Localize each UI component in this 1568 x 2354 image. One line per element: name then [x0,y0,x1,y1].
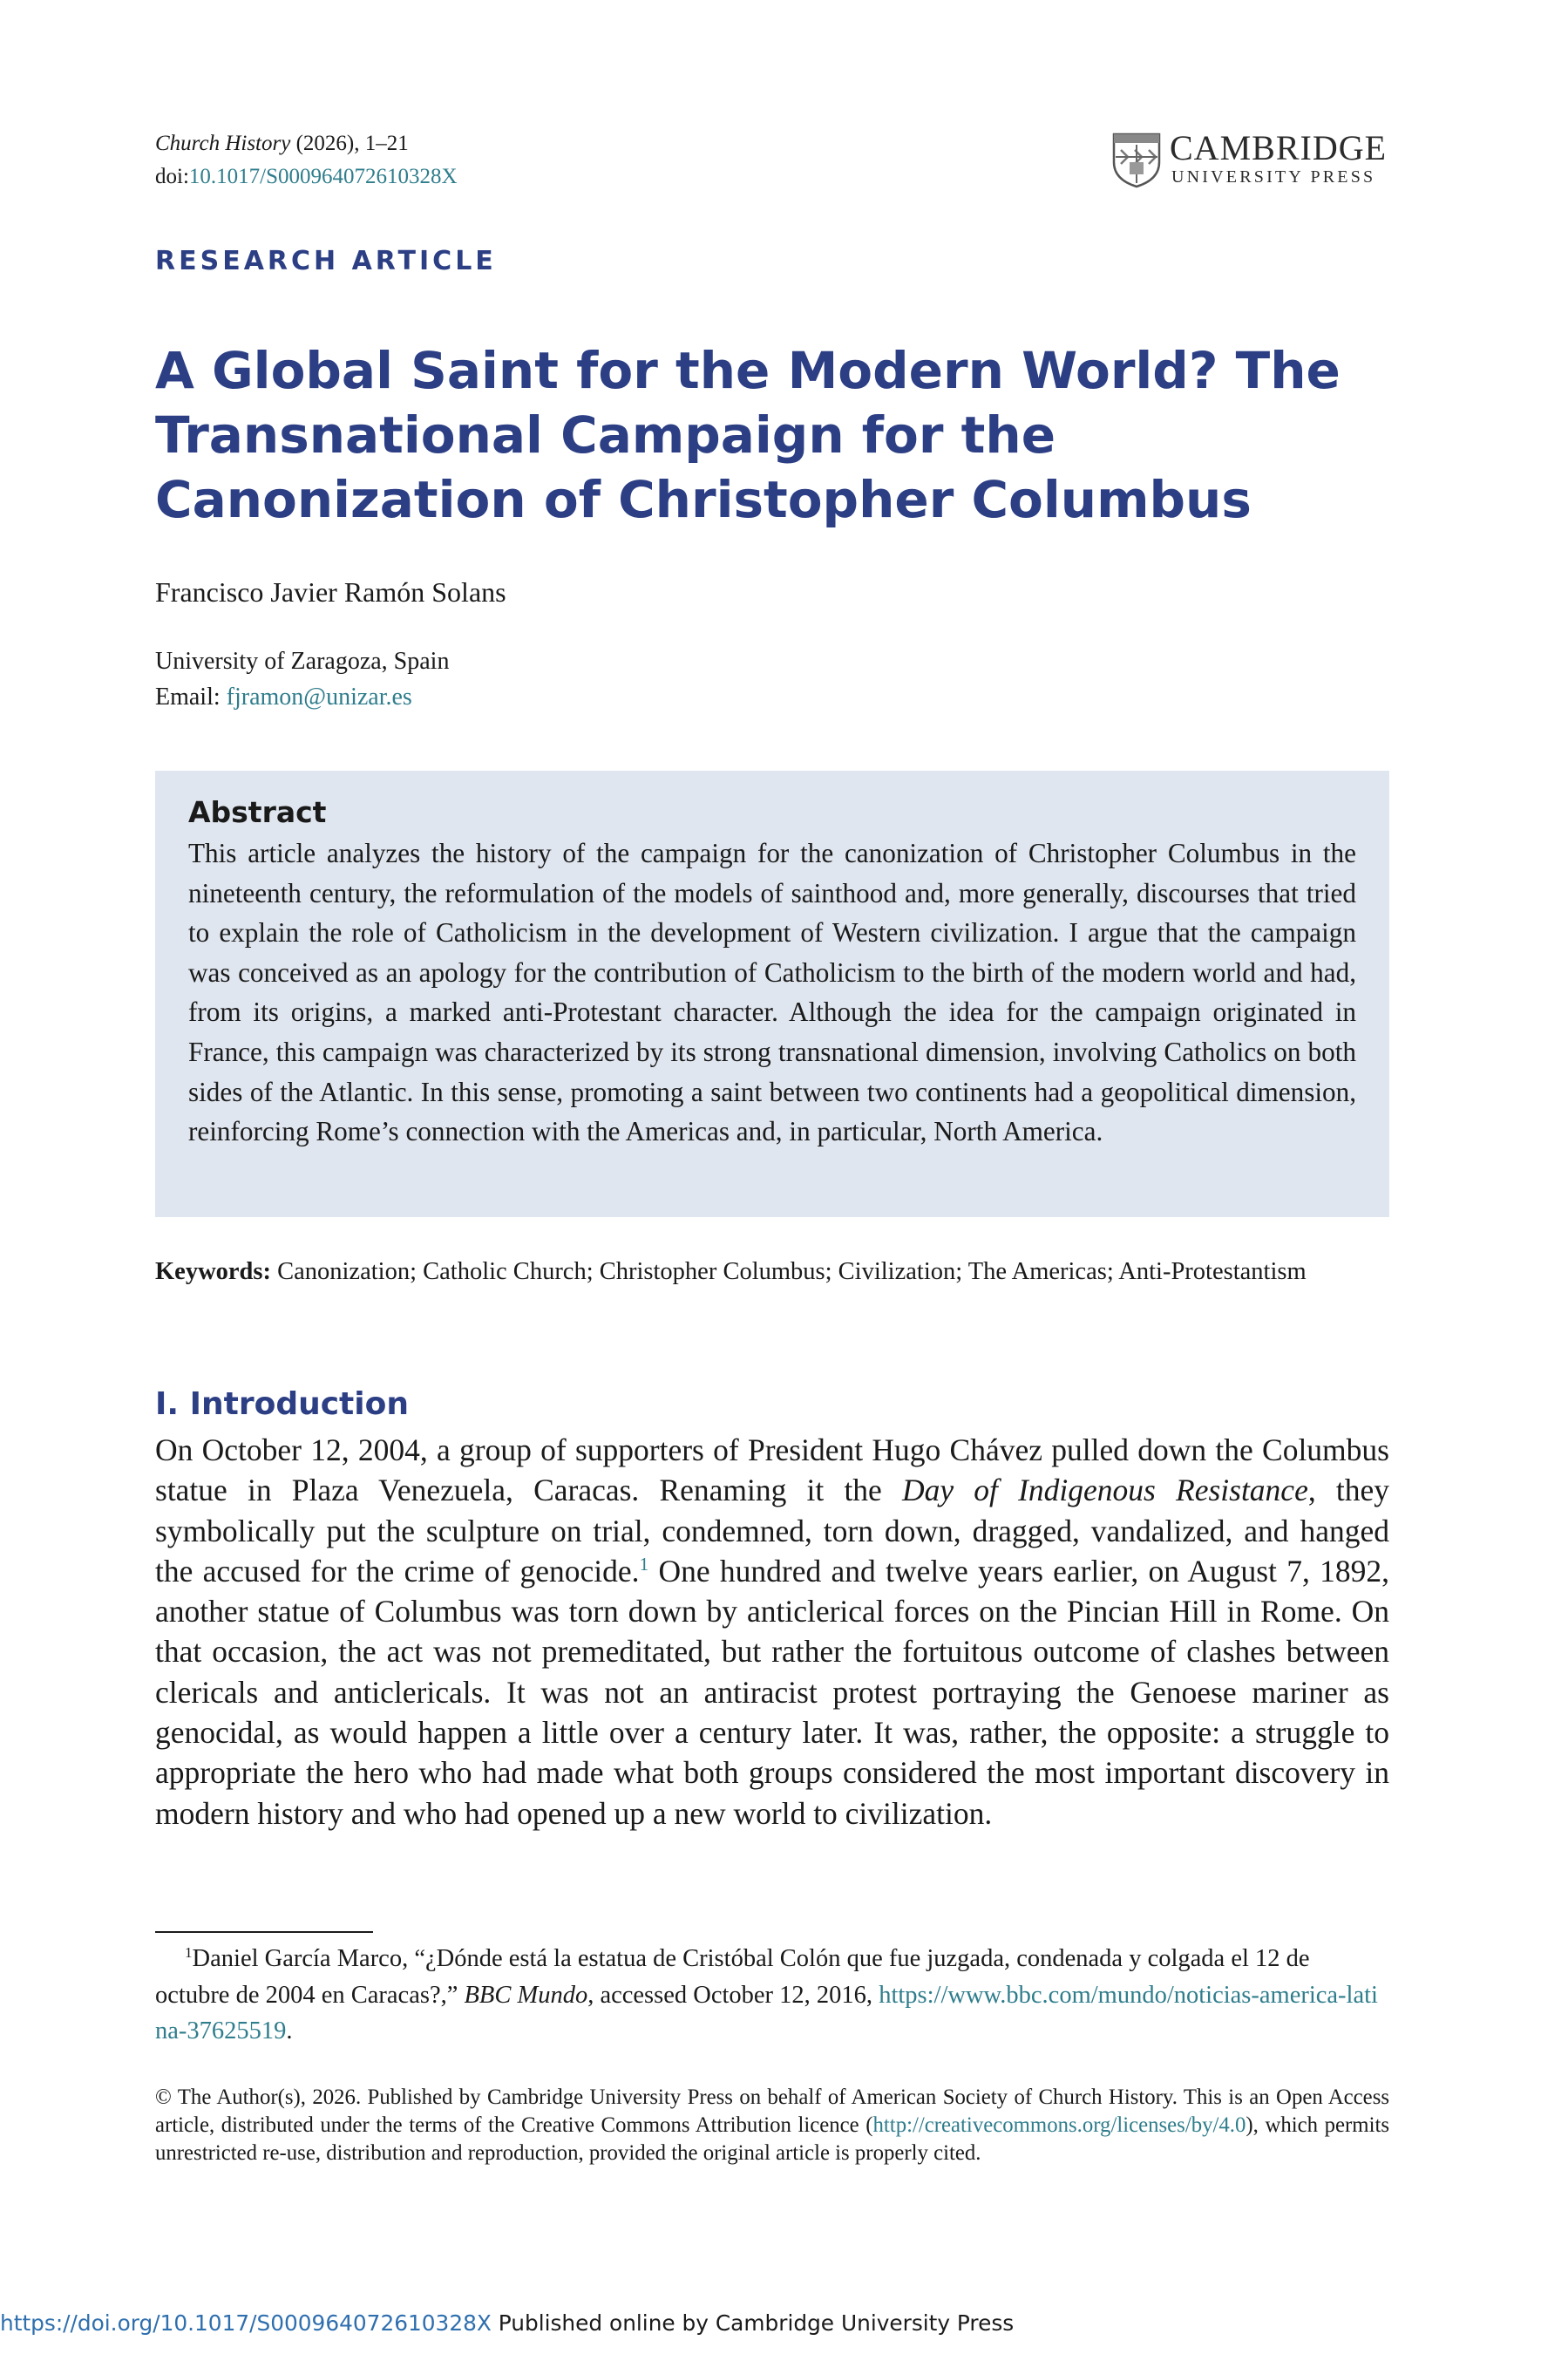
footnote-text: , accessed October 12, 2016, [587,1981,879,2009]
journal-info [155,127,458,194]
license-text: © The Author(s), 2026. Published by Cambridge University Press on behalf of American Society of Church History. This is an Open Access article, distributed under the terms of the Creative Commons Attribution licence ( [155,2085,1389,2137]
doi-link[interactable]: 10.1017/S000964072610328X [188,165,458,188]
intro-text-part: One hundred and twelve years earlier, on August 7, 1892, another statue of Columbus was torn down by anticlerical forces on the Pincian Hill in Rome. On that occasion, the act was not premeditated, but rather the fortuitous outcome of clashes between clericals and anticlericals. It was not an antiracist protest portraying the Genoese mariner as genocidal, as would happen a little over a century later. It was, rather, the opposite: a struggle to appropriate the hero who had made what both groups considered the most important discovery in modern history and who had opened up a new world to civilization. [155,1553,1389,1831]
publisher-logo [1112,128,1389,192]
section-heading: I. Introduction [155,1386,409,1422]
license-notice [155,2084,1389,2167]
doi-label: doi: [155,165,189,188]
license-url-link[interactable]: http://creativecommons.org/licenses/by/4.0 [872,2113,1246,2137]
journal-year-pages: (2026), 1–21 [290,132,409,155]
cambridge-shield-icon [1112,133,1161,188]
footnote-ref-1[interactable]: 1 [639,1554,649,1575]
publisher-name: CAMBRIDGE [1170,128,1388,167]
article-type: RESEARCH ARTICLE [155,246,497,276]
footer-text: Published online by Cambridge University Press [491,2310,1015,2336]
author-email-link[interactable]: fjramon@unizar.es [226,684,412,711]
abstract-box [155,771,1389,1217]
keywords [155,1254,1389,1289]
keywords-text: Canonization; Catholic Church; Christopher Columbus; Civilization; The Americas; Anti-Protestantism [270,1258,1307,1285]
email-label: Email: [155,684,227,711]
intro-italic-text: Day of Indigenous Resistance [901,1473,1308,1508]
footnote-number: 1 [185,1943,193,1961]
footnote-divider [155,1931,373,1933]
footnote-url-link[interactable]: https://www.bbc.com/mundo/noticias-america-latina-37625519 [155,1981,1378,2044]
intro-text-part: , they symbolically put the sculpture on trial, condemned, torn down, dragged, vandalized, and hanged the accused for the crime of genocide. [155,1473,1389,1589]
footnote-text: . [286,2017,293,2044]
footer-bar [0,2310,1014,2337]
intro-paragraph [155,1430,1389,1834]
author-name: Francisco Javier Ramón Solans [155,576,506,608]
journal-name: Church History [155,132,291,155]
footnote-1 [155,1941,1389,2050]
intro-text-part: On October 12, 2004, a group of supporters of President Hugo Chávez pulled down the Columbus statue in Plaza Venezuela, Caracas. Renaming it the [155,1432,1389,1508]
publisher-press: UNIVERSITY PRESS [1171,167,1376,187]
footer-doi-link[interactable]: https://doi.org/10.1017/S000964072610328X [0,2310,492,2336]
footnote-italic-text: BBC Mundo [464,1981,588,2009]
license-text: ), which permits unrestricted re-use, distribution and reproduction, provided the original article is properly cited. [155,2113,1389,2165]
affiliation-block [155,643,449,715]
keywords-label: Keywords: [155,1258,271,1285]
abstract-heading: Abstract [188,795,327,829]
footnote-text: Daniel García Marco, “¿Dónde está la estatua de Cristóbal Colón que fue juzgada, condenada y colgada el 12 de octubre de 2004 en Caracas?,” [155,1945,1310,2009]
affiliation: University of Zaragoza, Spain [155,648,450,675]
article-title: A Global Saint for the Modern World? The Transnational Campaign for the Canonization of Christopher Columbus [155,341,1341,529]
abstract-text: This article analyzes the history of the campaign for the canonization of Christopher Columbus in the nineteenth century, the reformulation of the models of sainthood and, more generally, discourses that tried to explain the role of Catholicism in the development of Western civilization. I argue that the campaign was conceived as an apology for the contribution of Catholicism to the birth of the modern world and had, from its origins, a marked anti-Protestant character. Although the idea for the campaign originated in France, this campaign was characterized by its strong transnational dimension, involving Catholics on both sides of the Atlantic. In this sense, promoting a saint between two continents had a geopolitical dimension, reinforcing Rome’s connection with the Americas and, in particular, North America. [188,838,1356,1147]
